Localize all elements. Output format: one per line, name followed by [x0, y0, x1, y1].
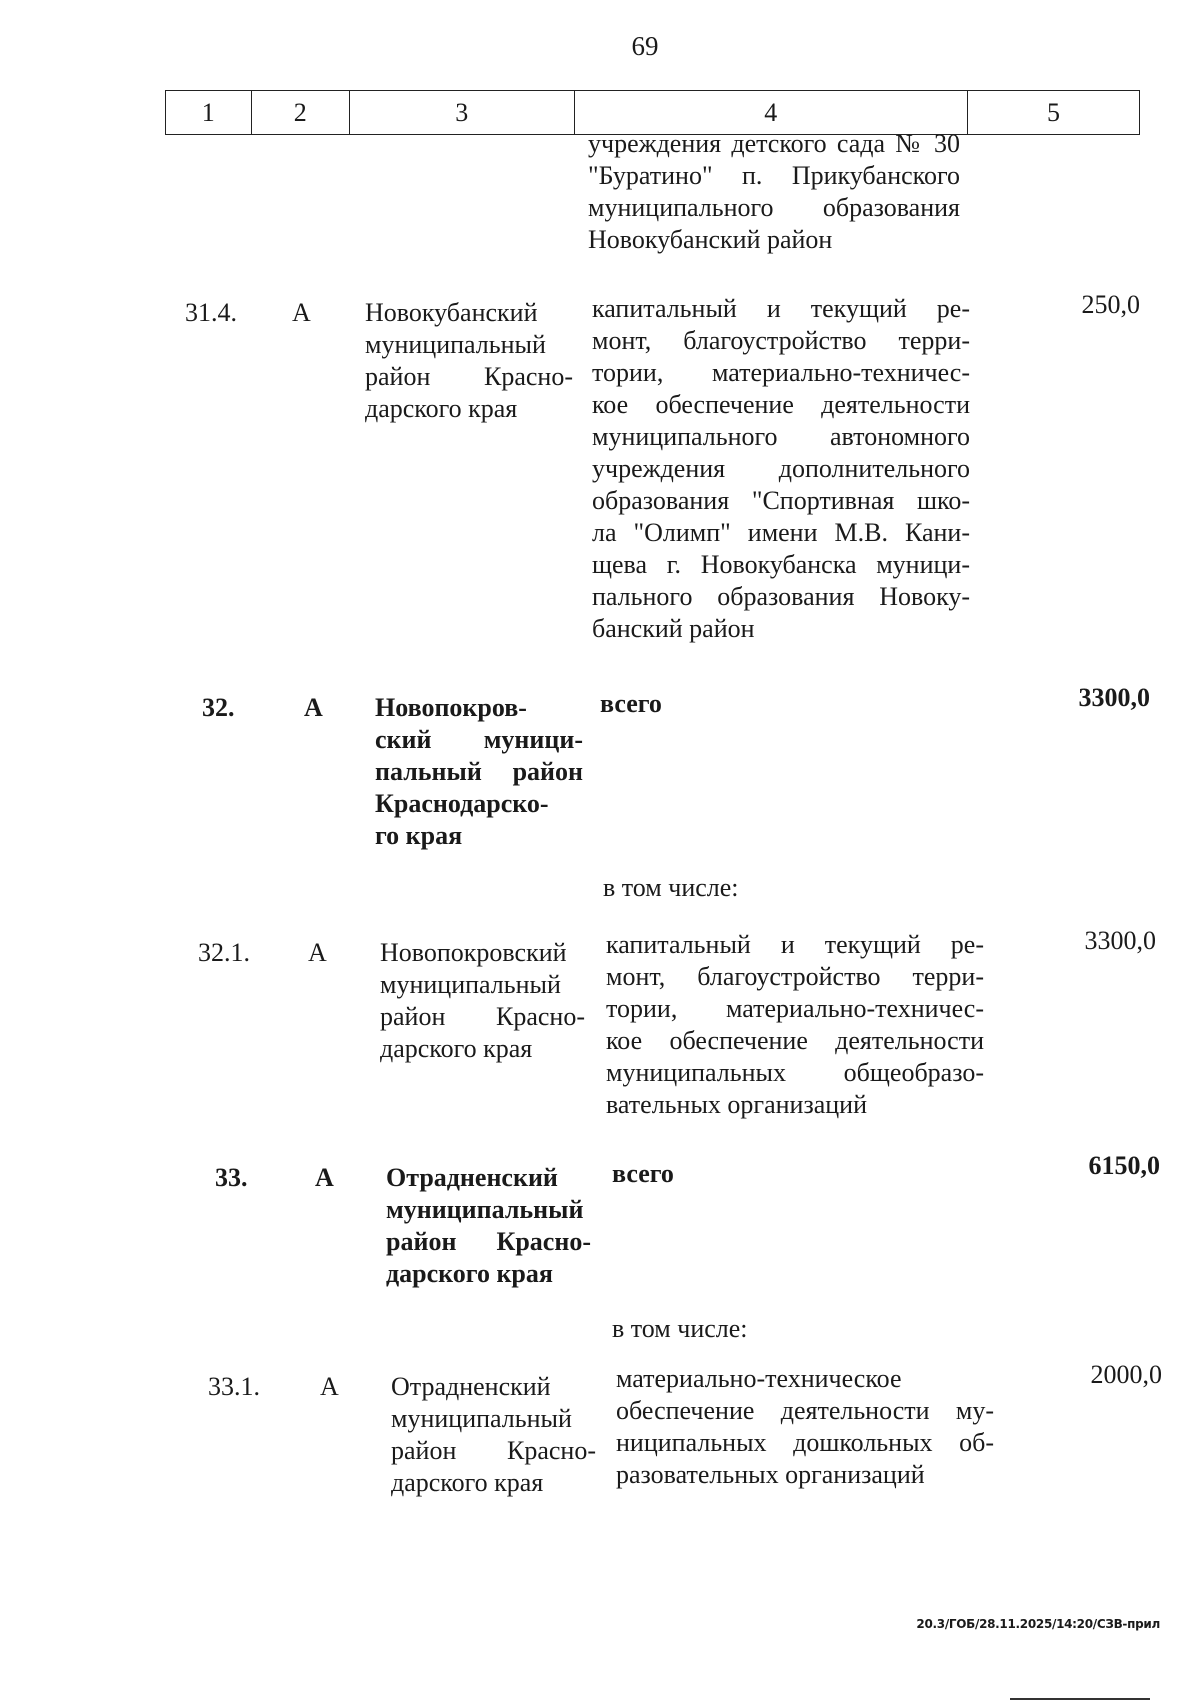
continuation-line: муниципального образования: [588, 193, 960, 222]
page-number: 69: [631, 31, 659, 61]
description-line: кое обеспечение деятельности: [592, 390, 970, 419]
name-line: муниципальный: [386, 1195, 584, 1224]
name-line: ский муници-: [375, 725, 583, 754]
name-line: Новопокров-: [375, 693, 527, 722]
name-line: Краснодарско-: [375, 789, 549, 818]
column-header-4: 4: [574, 91, 967, 135]
entry-amount: 6150,0: [1088, 1151, 1160, 1180]
name-line: район Красно-: [391, 1436, 596, 1465]
column-header-2: 2: [251, 91, 349, 135]
entry-category: А: [308, 938, 327, 967]
description-line: монт, благоустройство терри-: [606, 962, 984, 991]
entry-category: А: [320, 1372, 339, 1401]
description-line: капитальный и текущий ре-: [606, 930, 984, 959]
continuation-description: [588, 128, 960, 256]
name-line: дарского края: [365, 394, 518, 423]
name-line: район Красно-: [365, 362, 573, 391]
bottom-rule: [1010, 1698, 1150, 1700]
name-line: дарского края: [391, 1468, 544, 1497]
name-line: дарского края: [386, 1259, 553, 1288]
description-line: тории, материально-техничес-: [592, 358, 970, 387]
entry-amount: 250,0: [1081, 290, 1140, 319]
description-line: образования "Спортивная шко-: [592, 486, 970, 515]
description-line: монт, благоустройство терри-: [592, 326, 970, 355]
column-header-5: 5: [968, 91, 1140, 135]
entry-description: [616, 1363, 994, 1491]
description-line: разовательных организаций: [616, 1460, 925, 1489]
description-line: учреждения дополнительного: [592, 454, 970, 483]
name-line: дарского края: [380, 1034, 533, 1063]
name-line: Отрадненский: [386, 1163, 558, 1192]
name-line: муниципальный: [380, 970, 561, 999]
description-line: пального образования Новоку-: [592, 582, 970, 611]
name-line: го края: [375, 821, 463, 850]
description-line: обеспечение деятельности му-: [616, 1396, 994, 1425]
entry-description: [592, 293, 970, 645]
entry-municipality: [380, 937, 585, 1065]
name-line: муниципальный: [391, 1404, 572, 1433]
description-line: тории, материально-техничес-: [606, 994, 984, 1023]
entry-description: [600, 688, 978, 720]
name-line: муниципальный: [365, 330, 546, 359]
description-line: материально-техническое: [616, 1364, 902, 1393]
name-line: район Красно-: [386, 1227, 591, 1256]
name-line: Новопокровский: [380, 938, 567, 967]
continuation-line: "Буратино" п. Прикубанского: [588, 161, 960, 190]
name-line: пальный район: [375, 757, 583, 786]
description-line: вательных организаций: [606, 1090, 868, 1119]
description-line: ла "Олимп" имени М.В. Кани-: [592, 518, 970, 547]
entry-amount: 3300,0: [1084, 926, 1156, 955]
description-line: муниципальных общеобразо-: [606, 1058, 984, 1087]
description-line: капитальный и текущий ре-: [592, 294, 970, 323]
description-line: муниципального автономного: [592, 422, 970, 451]
entry-number: 33.: [215, 1163, 248, 1192]
description-line: банский район: [592, 614, 755, 643]
description-line: кое обеспечение деятельности: [606, 1026, 984, 1055]
document-code: 20.3/ГОБ/28.11.2025/14:20/СЗВ-прил: [916, 1617, 1160, 1631]
column-header-1: 1: [166, 91, 252, 135]
entry-amount: 3300,0: [1078, 683, 1150, 712]
entry-category: А: [292, 298, 311, 327]
entry-number: 32.: [202, 693, 235, 722]
entry-amount: 2000,0: [1090, 1360, 1162, 1389]
name-line: район Красно-: [380, 1002, 585, 1031]
entry-description: [612, 1158, 990, 1190]
subtotal-label: в том числе:: [603, 873, 739, 902]
column-header-3: 3: [349, 91, 574, 135]
description-line: всего: [612, 1159, 674, 1188]
entry-municipality: [365, 297, 573, 425]
description-line: всего: [600, 689, 662, 718]
continuation-line: Новокубанский район: [588, 225, 833, 254]
name-line: Отрадненский: [391, 1372, 551, 1401]
entry-description: [606, 929, 984, 1121]
entry-municipality: [391, 1371, 596, 1499]
entry-municipality: [386, 1162, 591, 1290]
entry-municipality: [375, 692, 583, 852]
entry-category: А: [315, 1163, 334, 1192]
continuation-line: учреждения детского сада № 30: [588, 129, 960, 158]
description-line: ниципальных дошкольных об-: [616, 1428, 994, 1457]
entry-number: 33.1.: [208, 1372, 260, 1401]
entry-number: 32.1.: [198, 938, 250, 967]
name-line: Новокубанский: [365, 298, 538, 327]
entry-category: А: [304, 693, 323, 722]
entry-number: 31.4.: [185, 298, 237, 327]
description-line: щева г. Новокубанска муници-: [592, 550, 970, 579]
subtotal-label: в том числе:: [612, 1314, 748, 1343]
